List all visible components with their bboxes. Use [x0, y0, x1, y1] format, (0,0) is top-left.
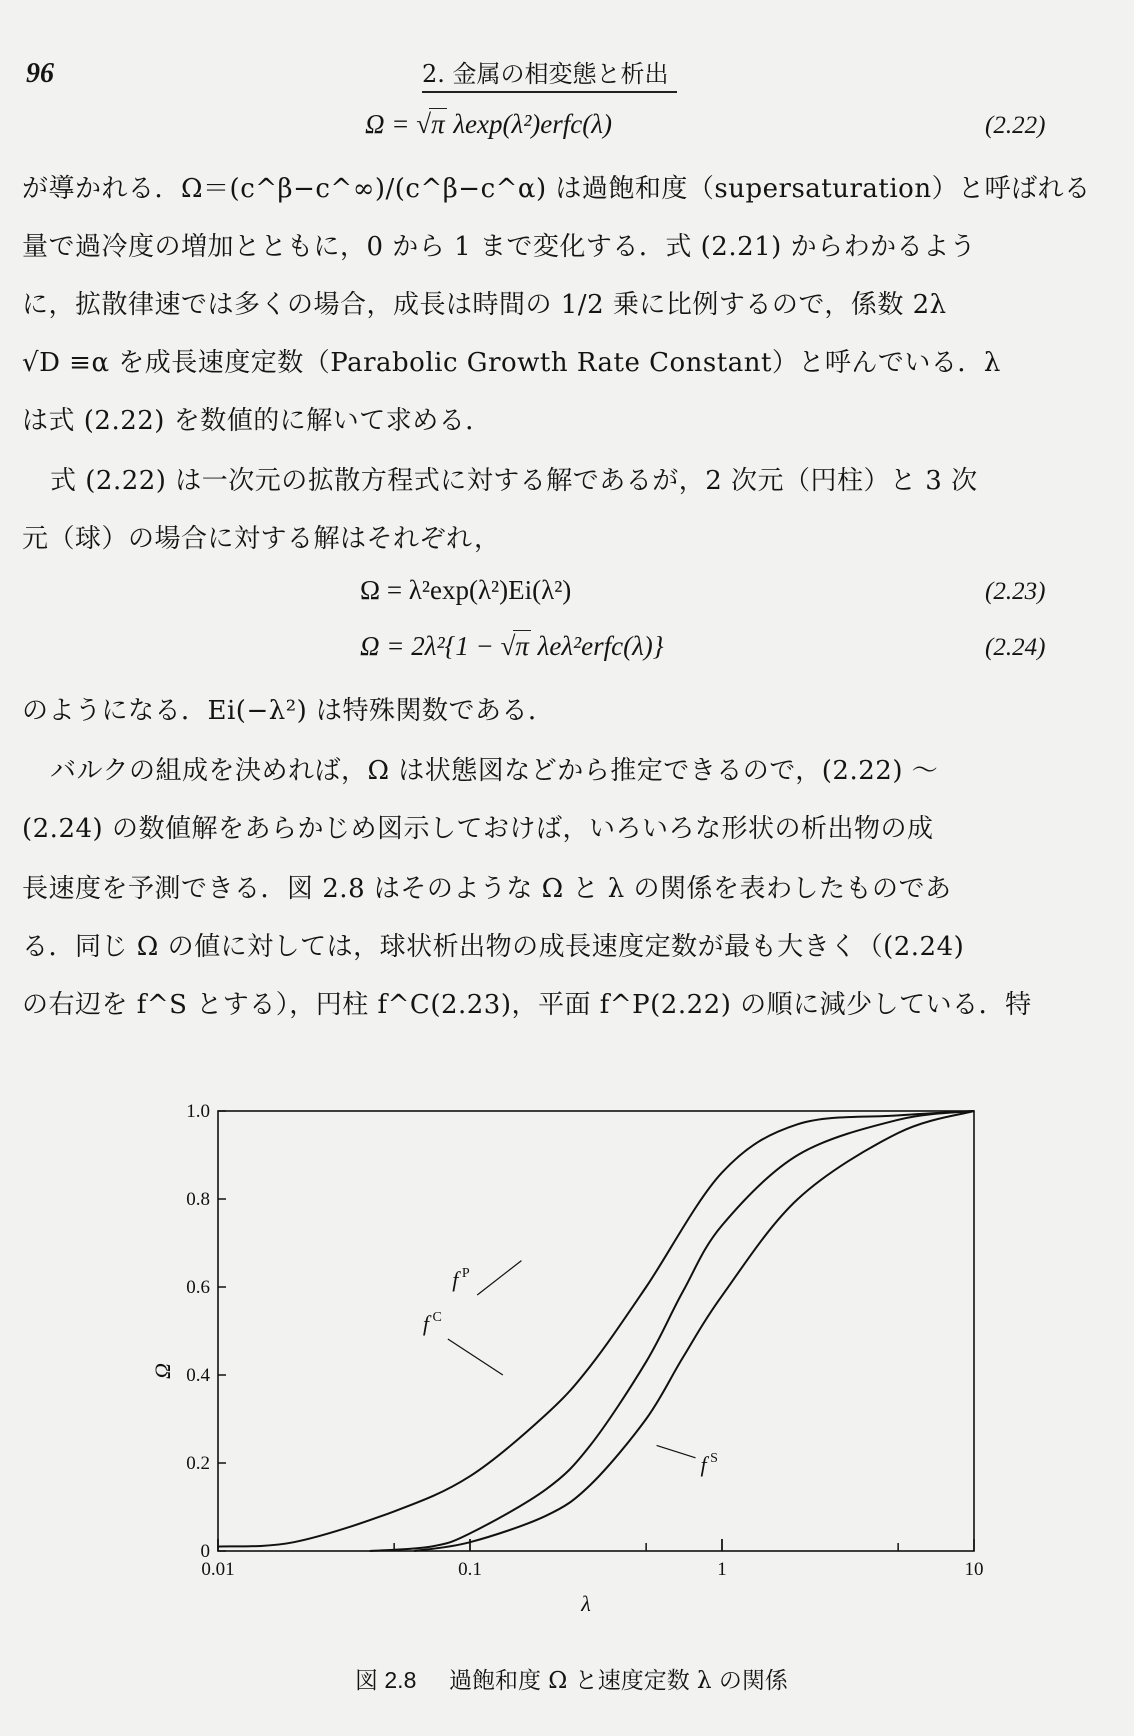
- text-line: 長速度を予測できる．図 2.8 はそのような Ω と λ の関係を表わしたものであ: [22, 874, 952, 904]
- series-line-fC: [370, 1111, 974, 1551]
- curve-label-fS: f $^S$: [700, 1450, 718, 1477]
- text-line: は式 (2.22) を数値的に解いて求める．: [22, 406, 492, 436]
- text-line: る．同じ Ω の値に対しては，球状析出物の成長速度定数が最も大きく（(2.24): [22, 932, 965, 962]
- text-line: √D ≡α を成長速度定数（Parabolic Growth Rate Constant）と呼んでいる．λ: [22, 348, 1001, 378]
- y-tick-label: 0.8: [186, 1189, 210, 1210]
- equation-2-22: Ω = √π λexp(λ²)erfc(λ): [365, 109, 612, 139]
- series-line-fP: [218, 1111, 974, 1547]
- text-line: バルクの組成を決めれば，Ω は状態図などから推定できるので，(2.22) ～: [50, 756, 939, 786]
- plot-frame: [218, 1111, 974, 1551]
- running-title: 2. 金属の相変態と析出: [422, 54, 677, 93]
- equation-number: (2.22): [985, 112, 1046, 139]
- caption-text: 過飽和度 Ω と速度定数 λ の関係: [449, 1668, 788, 1694]
- x-tick-label: 0.01: [201, 1559, 235, 1580]
- figure-2-8: [150, 1085, 1050, 1645]
- y-tick-label: 1.0: [186, 1101, 210, 1122]
- text-line: の右辺を f^S とする），円柱 f^C(2.23)，平面 f^P(2.22) の順に減少している．特: [22, 990, 1032, 1020]
- x-tick-label: 0.1: [458, 1559, 482, 1580]
- series-line-fS: [414, 1111, 974, 1551]
- omega-lambda-chart: [150, 1085, 1050, 1645]
- equation-number: (2.24): [985, 634, 1046, 661]
- leader-line-fP: [477, 1261, 521, 1295]
- equation-2-24: Ω = 2λ²{1 − √π λeλ²erfc(λ)}: [360, 631, 664, 661]
- x-tick-label: 10: [964, 1559, 984, 1580]
- equation-number: (2.23): [985, 578, 1046, 605]
- text-line: 式 (2.22) は一次元の拡散方程式に対する解であるが，2 次元（円柱）と 3 次: [50, 466, 978, 496]
- y-tick-label: 0.2: [186, 1453, 210, 1474]
- y-axis-label: Ω: [150, 1363, 175, 1379]
- leader-line-fS: [657, 1445, 696, 1457]
- page-number: 96: [26, 58, 54, 89]
- figure-caption: [355, 1662, 788, 1695]
- curve-label-fP: f $^P$: [452, 1266, 470, 1292]
- text-line: に，拡散律速では多くの場合，成長は時間の 1/2 乗に比例するので，係数 2λ: [22, 290, 947, 320]
- text-line: (2.24) の数値解をあらかじめ図示しておけば，いろいろな形状の析出物の成: [22, 814, 934, 844]
- leader-line-fC: [448, 1339, 503, 1375]
- curve-label-fC: f $^C$: [422, 1310, 442, 1336]
- text-line: 元（球）の場合に対する解はそれぞれ，: [22, 524, 501, 554]
- x-axis-label: λ: [581, 1591, 591, 1616]
- equation-2-23: Ω = λ²exp(λ²)Ei(λ²): [360, 575, 572, 605]
- text-line: 量で過冷度の増加とともに，0 から 1 まで変化する．式 (2.21) からわかるよう: [22, 232, 977, 262]
- y-tick-label: 0.6: [186, 1277, 210, 1298]
- y-tick-label: 0: [200, 1541, 210, 1562]
- y-tick-label: 0.4: [186, 1365, 210, 1386]
- x-tick-label: 1: [717, 1559, 727, 1580]
- text-line: が導かれる．Ω＝(c^β−c^∞)/(c^β−c^α) は過飽和度（supersaturation）と呼ばれる: [22, 174, 1091, 204]
- figure-number: 図 2.8: [355, 1667, 417, 1693]
- text-line: のようになる．Ei(−λ²) は特殊関数である．: [22, 696, 555, 726]
